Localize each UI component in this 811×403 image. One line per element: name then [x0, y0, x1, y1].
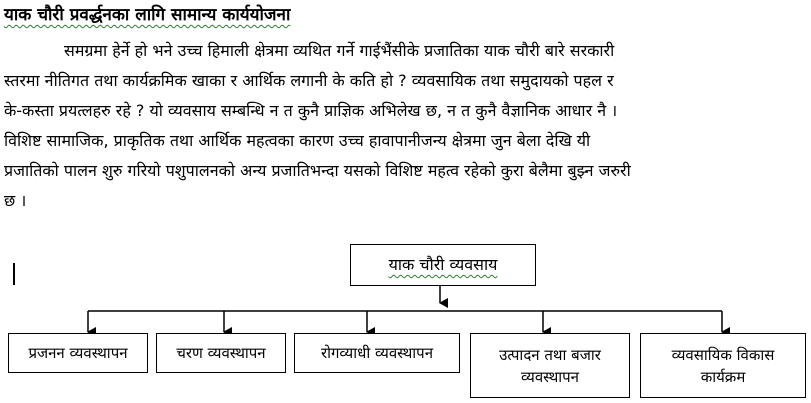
- paragraph-line: समग्रमा हेर्ने हो भने उच्च हिमाली क्षेत्रमा व्यथित गर्ने गाईभैंसीके प्रजातिका याक चौरी बारे सरकारी: [64, 41, 615, 60]
- paragraph-line: छ ।: [4, 191, 27, 210]
- child-node: [640, 333, 806, 398]
- child-node: [470, 333, 630, 398]
- document-heading: याक चौरी प्रवर्द्धनका लागि सामान्य कार्ययोजना: [4, 5, 291, 25]
- child-node-label: प्रजनन व्यवस्थापन: [28, 344, 128, 362]
- root-node-label: याक चौरी व्यवसाय: [388, 255, 498, 274]
- child-node: [294, 333, 460, 373]
- child-node-label: चरण व्यवस्थापन: [176, 344, 266, 362]
- child-node: [8, 333, 148, 373]
- paragraph-line: विशिष्ट सामाजिक, प्राकृतिक तथा आर्थिक महत्वका कारण उच्च हावापानीजन्य क्षेत्रमा जुन बेला देखि यी: [4, 131, 591, 150]
- paragraph-line: के-कस्ता प्रयत्लहरु रहे ? यो व्यवसाय सम्बन्धि न त कुनै प्राज्ञिक अभिलेख छ, न त कुनै वैज्ञानिक आधार नै ।: [4, 101, 618, 120]
- child-node-label: रोगव्याधी व्यवस्थापन: [320, 344, 434, 362]
- paragraph-line: प्रजातिको पालन शुरु गरियो पशुपालनको अन्य प्रजातिभन्दा यसको विशिष्ट महत्व रहेको कुरा बेलैमा बुझ्न जरुरी: [4, 161, 631, 180]
- child-node-label: उत्पादन तथा बजार व्यवस्थापन: [499, 345, 601, 386]
- child-node-label: व्यवसायिक विकास कार्यक्रम: [671, 345, 775, 386]
- root-node: [350, 244, 536, 286]
- child-node: [156, 333, 286, 373]
- paragraph-line: स्तरमा नीतिगत तथा कार्यक्रमिक खाका र आर्थिक लगानी के कति हो ? व्यवसायिक तथा समुदायको पहल र: [4, 71, 614, 90]
